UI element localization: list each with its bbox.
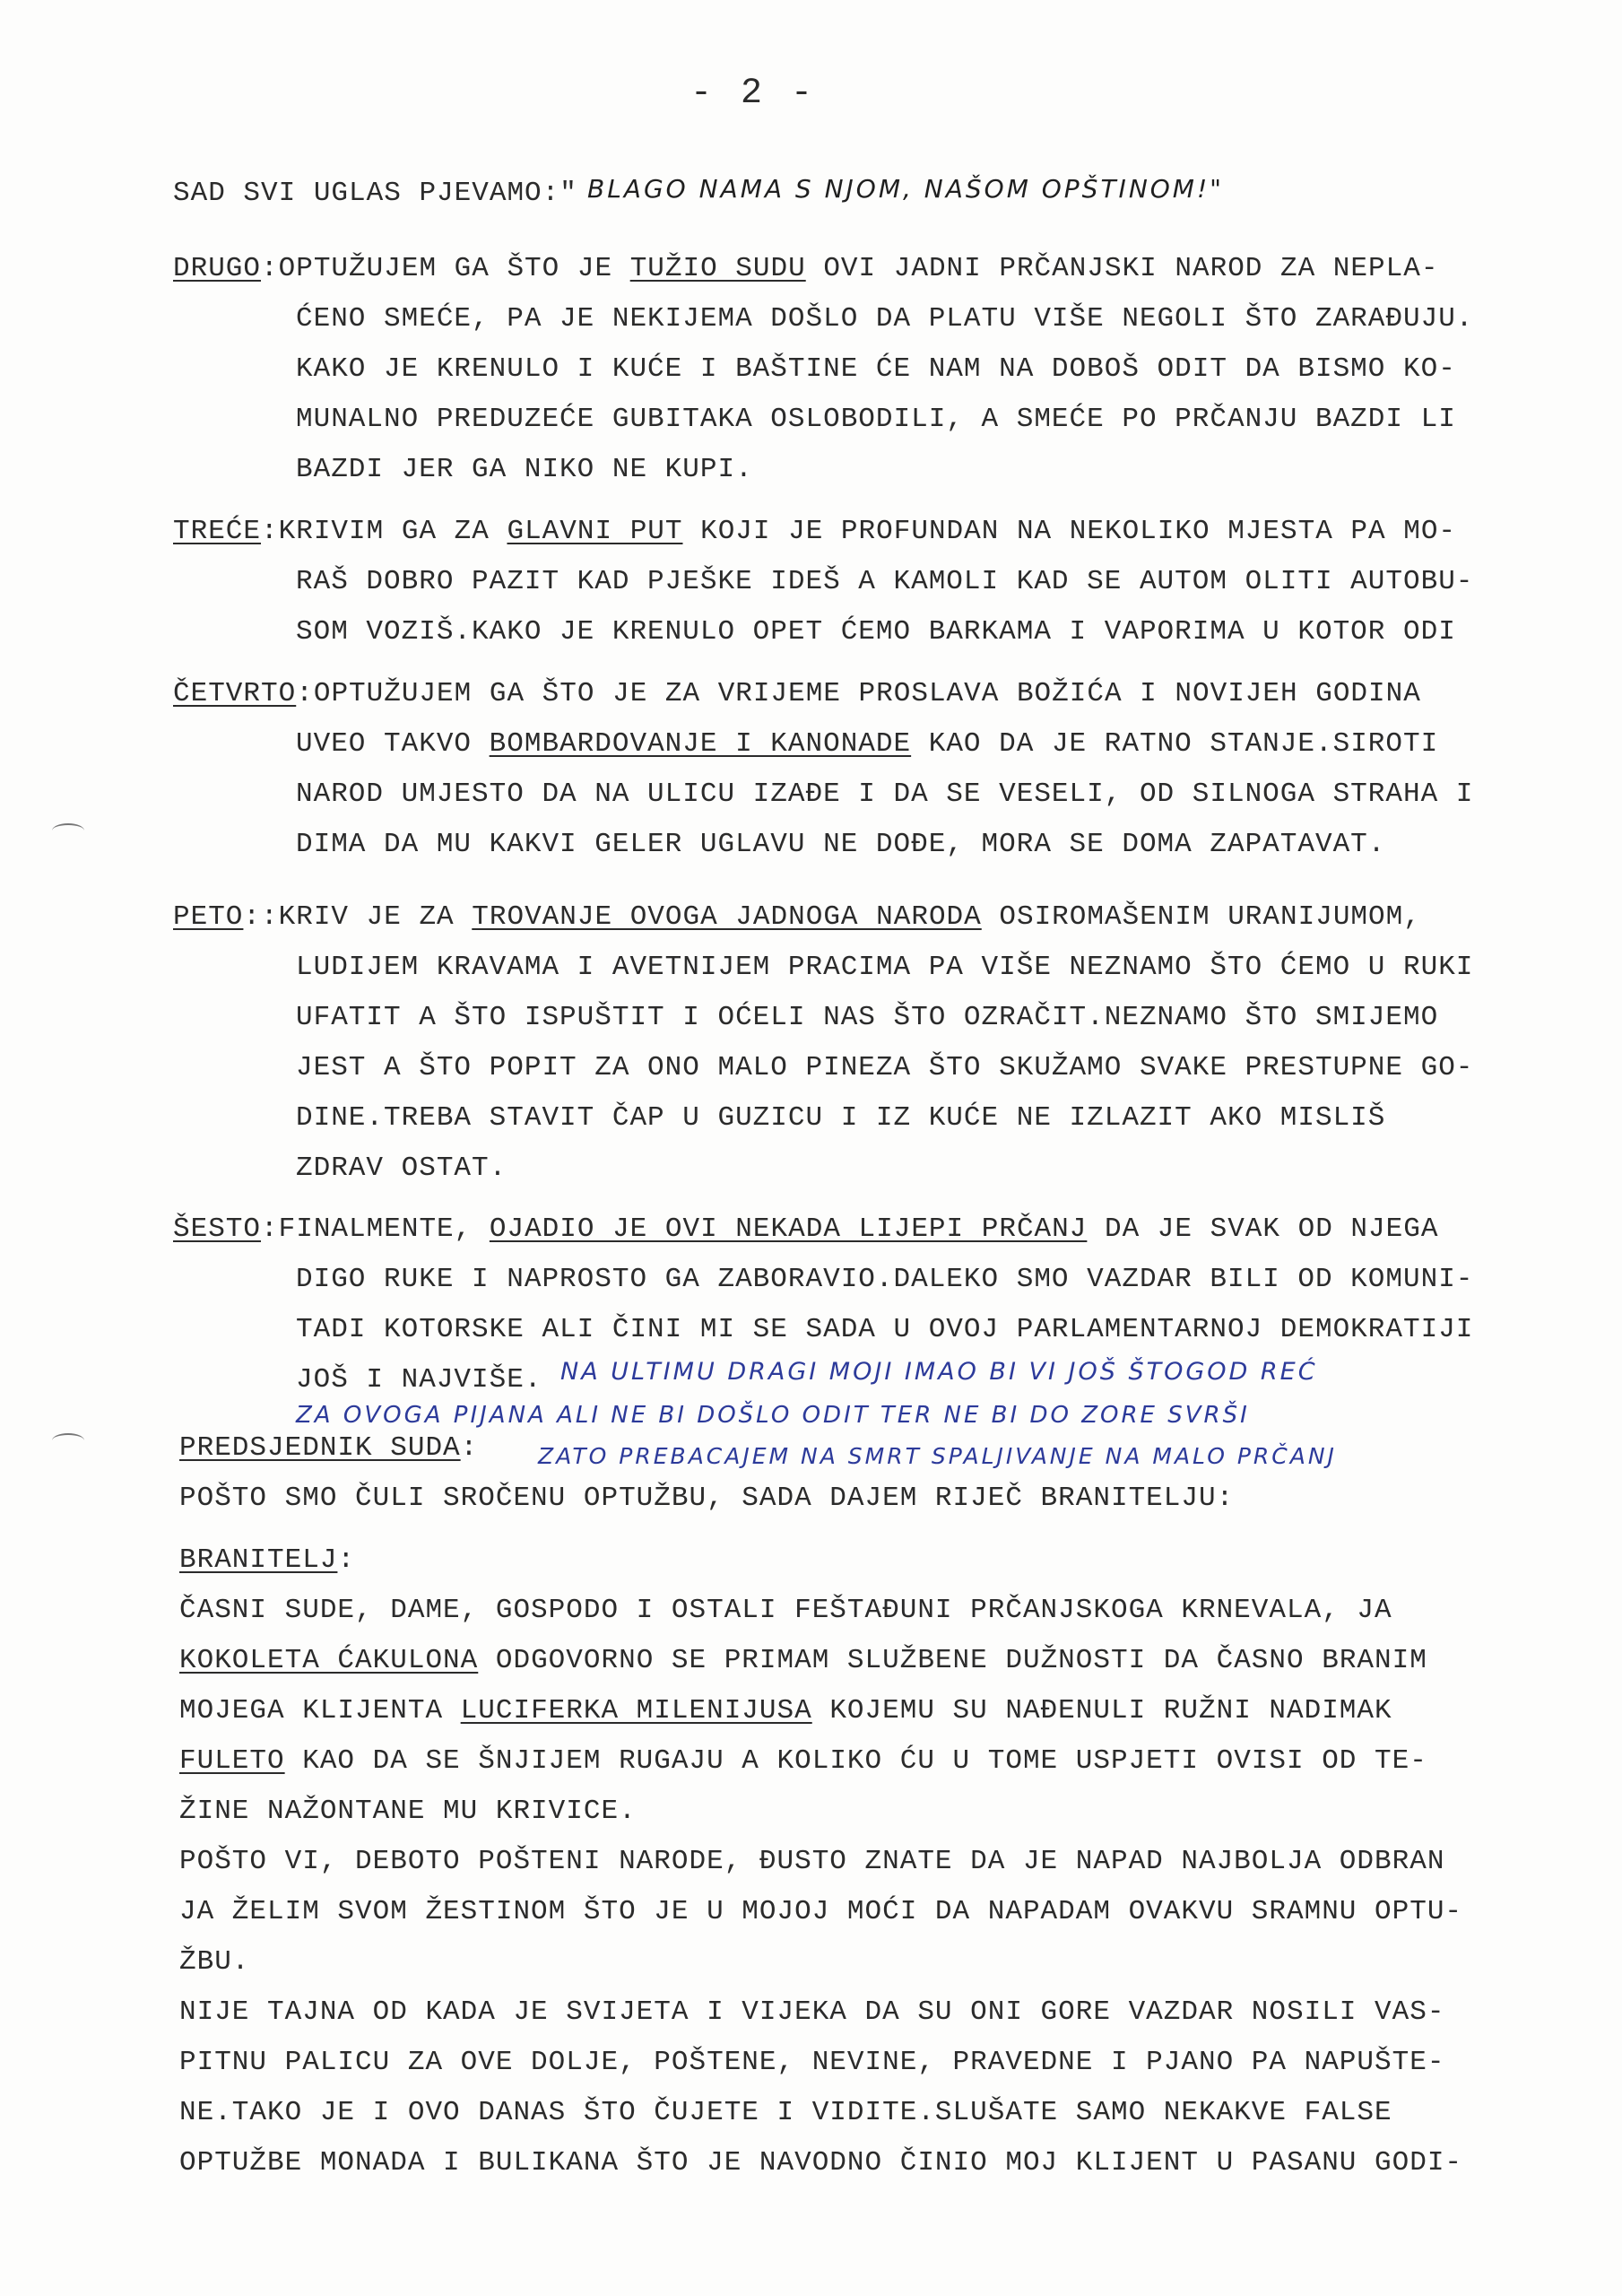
text-line: LUDIJEM KRAVAMA I AVETNIJEM PRACIMA PA VIŠE NEZNAMO ŠTO ĆEMO U RUKI xyxy=(296,952,1474,983)
text-line: OPTUŽBE MONADA I BULIKANA ŠTO JE NAVODNO ČINIO MOJ KLIJENT U PASANU GODI- xyxy=(179,2147,1463,2179)
text-line: MUNALNO PREDUZEĆE GUBITAKA OSLOBODILI, A SMEĆE PO PRČANJU BAZDI LI xyxy=(296,404,1456,435)
text-line: MOJEGA KLIJENTA LUCIFERKA MILENIJUSA KOJEMU SU NAĐENULI RUŽNI NADIMAK xyxy=(179,1695,1392,1726)
text-line: DIGO RUKE I NAPROSTO GA ZABORAVIO.DALEKO SMO VAZDAR BILI OD KOMUNI- xyxy=(296,1264,1474,1295)
section-label: ČETVRTO xyxy=(173,678,297,709)
text-line: DINE.TREBA STAVIT ČAP U GUZICU I IZ KUĆE NE IZLAZIT AKO MISLIŠ xyxy=(296,1102,1386,1134)
text-line: ŽINE NAŽONTANE MU KRIVICE. xyxy=(179,1796,637,1827)
text-line: TADI KOTORSKE ALI ČINI MI SE SADA U OVOJ PARLAMENTARNOJ DEMOKRATIJI xyxy=(296,1314,1474,1345)
intro-typed: SAD SVI UGLAS PJEVAMO:" xyxy=(173,178,577,209)
text-line: KAKO JE KRENULO I KUĆE I BAŠTINE ĆE NAM NA DOBOŠ ODIT DA BISMO KO- xyxy=(296,353,1456,385)
text-line: POŠTO SMO ČULI SROČENU OPTUŽBU, SADA DAJEM RIJEČ BRANITELJU: xyxy=(179,1483,1235,1514)
handwritten-note-line: NA ULTIMU DRAGI MOJI IMAO BI VI JOŠ ŠTOGOD REĆ xyxy=(560,1358,1318,1386)
speaker-predsjednik: PREDSJEDNIK SUDA: xyxy=(179,1432,479,1464)
text-line: UVEO TAKVO BOMBARDOVANJE I KANONADE KAO DA JE RATNO STANJE.SIROTI xyxy=(296,728,1439,760)
speaker-branitelj: BRANITELJ: xyxy=(179,1544,356,1576)
section-label: PETO xyxy=(173,901,244,933)
section-trece: TREĆE:KRIVIM GA ZA GLAVNI PUT KOJI JE PROFUNDAN NA NEKOLIKO MJESTA PA MO- xyxy=(173,516,1457,547)
margin-pencil-mark xyxy=(52,1433,84,1448)
text-line: UFATIT A ŠTO ISPUŠTIT I OĆELI NAS ŠTO OZRAČIT.NEZNAMO ŠTO SMIJEMO xyxy=(296,1002,1439,1033)
text-line: FULETO KAO DA SE ŠNJIJEM RUGAJU A KOLIKO ĆU U TOME USPJETI OVISI OD TE- xyxy=(179,1745,1427,1777)
text-line: DIMA DA MU KAKVI GELER UGLAVU NE DOĐE, MORA SE DOMA ZAPATAVAT. xyxy=(296,829,1386,860)
page-number: - 2 - xyxy=(690,74,817,114)
text-line: SOM VOZIŠ.KAKO JE KRENULO OPET ĆEMO BARKAMA I VAPORIMA U KOTOR ODI xyxy=(296,616,1456,648)
underlined-phrase: TROVANJE OVOGA JADNOGA NARODA xyxy=(472,901,982,933)
text-line: ČASNI SUDE, DAME, GOSPODO I OSTALI FEŠTAĐUNI PRČANJSKOGA KRNEVALA, JA xyxy=(179,1595,1392,1626)
text-line: NAROD UMJESTO DA NA ULICU IZAĐE I DA SE VESELI, OD SILNOGA STRAHA I xyxy=(296,778,1474,810)
handwritten-note-line: ZA OVOGA PIJANA ALI NE BI DOŠLO ODIT TER NE BI DO ZORE SVRŠI xyxy=(296,1402,1250,1429)
underlined-phrase: OJADIO JE OVI NEKADA LIJEPI PRČANJ xyxy=(489,1213,1088,1245)
speaker-label: BRANITELJ xyxy=(179,1544,338,1576)
section-label: DRUGO xyxy=(173,253,262,284)
text-line: POŠTO VI, DEBOTO POŠTENI NARODE, ĐUSTO ZNATE DA JE NAPAD NAJBOLJA ODBRAN xyxy=(179,1846,1445,1877)
text-line: ĆENO SMEĆE, PA JE NEKIJEMA DOŠLO DA PLATU VIŠE NEGOLI ŠTO ZARAĐUJU. xyxy=(296,303,1474,335)
underlined-phrase: FULETO xyxy=(179,1745,285,1777)
section-label: ŠESTO xyxy=(173,1213,262,1245)
margin-pencil-mark xyxy=(52,823,84,838)
underlined-phrase: BOMBARDOVANJE I KANONADE xyxy=(489,728,912,760)
text-line: JA ŽELIM SVOM ŽESTINOM ŠTO JE U MOJOJ MOĆI DA NAPADAM OVAKVU SRAMNU OPTU- xyxy=(179,1896,1463,1927)
section-drugo: DRUGO:OPTUŽUJEM GA ŠTO JE TUŽIO SUDU OVI JADNI PRČANJSKI NAROD ZA NEPLA- xyxy=(173,253,1439,284)
intro-handwritten: BLAGO NAMA S NJOM, NAŠOM OPŠTINOM!" xyxy=(587,174,1225,204)
underlined-phrase: TUŽIO SUDU xyxy=(629,253,806,284)
text-line: NIJE TAJNA OD KADA JE SVIJETA I VIJEKA DA SU ONI GORE VAZDAR NOSILI VAS- xyxy=(179,1996,1445,2028)
underlined-phrase: KOKOLETA ĆAKULONA xyxy=(179,1645,479,1676)
speaker-label: PREDSJEDNIK SUDA xyxy=(179,1432,461,1464)
section-label: TREĆE xyxy=(173,516,262,547)
text-line: RAŠ DOBRO PAZIT KAD PJEŠKE IDEŠ A KAMOLI KAD SE AUTOM OLITI AUTOBU- xyxy=(296,566,1474,597)
text-line: KOKOLETA ĆAKULONA ODGOVORNO SE PRIMAM SLUŽBENE DUŽNOSTI DA ČASNO BRANIM xyxy=(179,1645,1427,1676)
text-line: ŽBU. xyxy=(179,1946,250,1978)
text-line: PITNU PALICU ZA OVE DOLJE, POŠTENE, NEVINE, PRAVEDNE I PJANO PA NAPUŠTE- xyxy=(179,2047,1445,2078)
text-line: ZDRAV OSTAT. xyxy=(296,1152,507,1184)
section-peto: PETO::KRIV JE ZA TROVANJE OVOGA JADNOGA NARODA OSIROMAŠENIM URANIJUMOM, xyxy=(173,901,1421,933)
handwritten-note-line: ZATO PREBACAJEM NA SMRT SPALJIVANJE NA MALO PRČANJ xyxy=(538,1443,1337,1469)
text-line: BAZDI JER GA NIKO NE KUPI. xyxy=(296,454,753,485)
underlined-phrase: GLAVNI PUT xyxy=(507,516,683,547)
text-line: JOŠ I NAJVIŠE. xyxy=(296,1364,542,1396)
text-line: JEST A ŠTO POPIT ZA ONO MALO PINEZA ŠTO SKUŽAMO SVAKE PRESTUPNE GO- xyxy=(296,1052,1474,1083)
section-cetvrto: ČETVRTO:OPTUŽUJEM GA ŠTO JE ZA VRIJEME PROSLAVA BOŽIĆA I NOVIJEH GODINA xyxy=(173,678,1421,709)
text-line: NE.TAKO JE I OVO DANAS ŠTO ČUJETE I VIDITE.SLUŠATE SAMO NEKAKVE FALSE xyxy=(179,2097,1392,2128)
underlined-phrase: LUCIFERKA MILENIJUSA xyxy=(460,1695,812,1726)
section-sesto: ŠESTO:FINALMENTE, OJADIO JE OVI NEKADA LIJEPI PRČANJ DA JE SVAK OD NJEGA xyxy=(173,1213,1439,1245)
